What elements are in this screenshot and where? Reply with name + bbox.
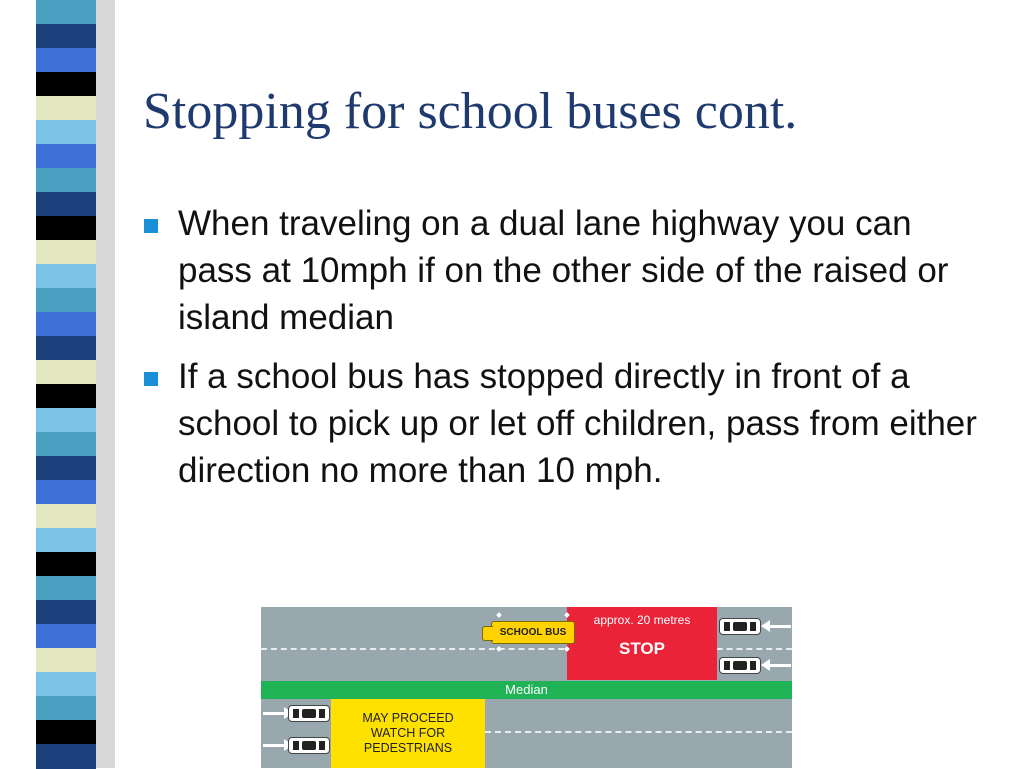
proceed-zone bbox=[331, 699, 485, 768]
stripe-band bbox=[36, 0, 96, 25]
stop-zone bbox=[567, 607, 717, 680]
stripe-band bbox=[36, 552, 96, 577]
car-icon bbox=[288, 705, 330, 722]
car-icon bbox=[288, 737, 330, 754]
decorative-stripe bbox=[0, 0, 115, 768]
stripe-band bbox=[36, 696, 96, 721]
stripe-band bbox=[36, 672, 96, 697]
stripe-band bbox=[36, 48, 96, 73]
stripe-band bbox=[36, 72, 96, 97]
median-strip: Median bbox=[261, 681, 792, 699]
stripe-band bbox=[36, 288, 96, 313]
stripe-band bbox=[36, 96, 96, 121]
bullet-item bbox=[142, 200, 982, 341]
bullet-text: If a school bus has stopped directly in front of a school to pick up or let off children, pass from either direction no more than 10 mph. bbox=[178, 357, 977, 490]
stripe-band bbox=[36, 600, 96, 625]
stripe-band bbox=[36, 648, 96, 673]
arrow-left-icon bbox=[769, 664, 791, 667]
car-icon bbox=[719, 657, 761, 674]
proceed-line: MAY PROCEED bbox=[362, 711, 454, 725]
lane-divider bbox=[485, 731, 792, 733]
stripe-band bbox=[36, 480, 96, 505]
arrow-left-icon bbox=[769, 625, 791, 628]
stripe-band bbox=[36, 456, 96, 481]
stripe-band bbox=[36, 144, 96, 169]
bus-label: SCHOOL BUS bbox=[499, 627, 567, 638]
stripe-band bbox=[36, 264, 96, 289]
proceed-line: WATCH FOR bbox=[370, 726, 446, 740]
square-bullet-icon bbox=[144, 372, 158, 386]
square-bullet-icon bbox=[144, 219, 158, 233]
school-bus bbox=[491, 621, 575, 644]
stripe-band bbox=[36, 624, 96, 649]
stripe-band bbox=[36, 504, 96, 529]
stripe-band bbox=[36, 720, 96, 745]
school-bus-road-diagram bbox=[261, 607, 792, 768]
stripe-band bbox=[36, 360, 96, 385]
stripe-band bbox=[36, 432, 96, 457]
stripe-band bbox=[36, 384, 96, 409]
stripe-band bbox=[36, 24, 96, 49]
bullet-text: When traveling on a dual lane highway you can pass at 10mph if on the other side of the raised or island median bbox=[178, 204, 949, 337]
flashing-light-icon bbox=[496, 612, 502, 618]
stop-label: STOP bbox=[619, 639, 665, 658]
stripe-band bbox=[36, 216, 96, 241]
stripe-background bbox=[96, 0, 115, 768]
stripe-band bbox=[36, 312, 96, 337]
stripe-band bbox=[36, 240, 96, 265]
bullet-list bbox=[142, 200, 982, 506]
bus-front-icon bbox=[482, 626, 493, 641]
stop-distance-label: approx. 20 metres bbox=[593, 613, 691, 627]
slide-title: Stopping for school buses cont. bbox=[143, 83, 798, 140]
stripe-band bbox=[36, 744, 96, 769]
car-icon bbox=[719, 618, 761, 635]
proceed-line: PEDESTRIANS bbox=[363, 741, 453, 755]
stripe-band bbox=[36, 336, 96, 361]
arrow-right-icon bbox=[263, 712, 285, 715]
stripe-band bbox=[36, 408, 96, 433]
stripe-band bbox=[36, 528, 96, 553]
stripe-band bbox=[36, 192, 96, 217]
stripe-band bbox=[36, 168, 96, 193]
bullet-item bbox=[142, 353, 982, 494]
arrow-right-icon bbox=[263, 744, 285, 747]
stripe-band bbox=[36, 120, 96, 145]
stripe-band bbox=[36, 576, 96, 601]
